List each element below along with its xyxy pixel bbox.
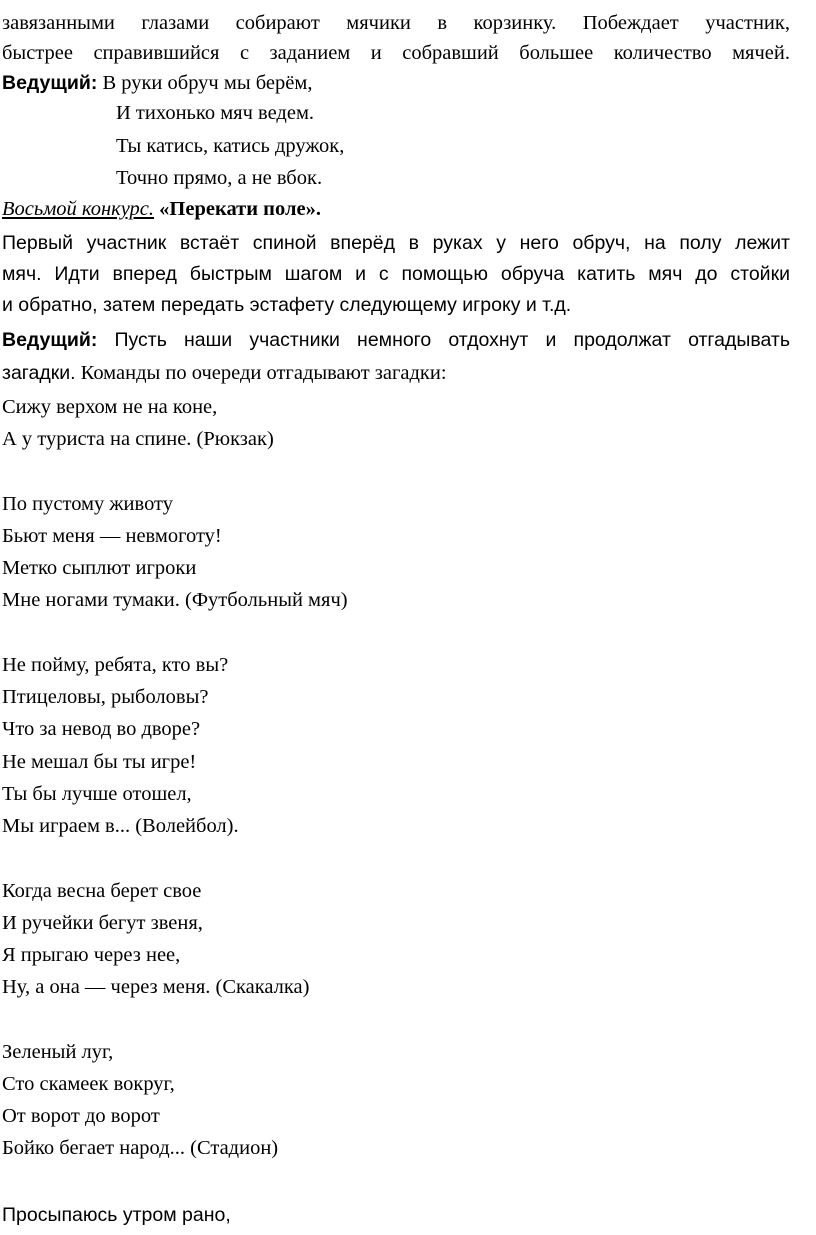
riddle-line: От ворот до ворот [2, 1105, 160, 1127]
riddle-line: Мне ногами тумаки. (Футбольный мяч) [2, 589, 348, 611]
contest-text-line: мяч. Идти вперед быстрым шагом и с помощью обруча катить мяч до стойки [2, 263, 790, 285]
host2-line [2, 325, 790, 355]
contest-label: Восьмой конкурс. [2, 198, 155, 220]
contest-text-line: Первый участник встаёт спиной вперёд в руках у него обруч, на полу лежит [2, 232, 790, 254]
riddle-line: Ну, а она — через меня. (Скакалка) [2, 976, 310, 998]
host2-continuation [2, 358, 447, 388]
riddle-line: Что за невод во дворе? [2, 718, 201, 740]
contest-heading [2, 194, 321, 224]
host2-cont-serif: Команды по очереди отгадывают загадки: [75, 362, 447, 384]
contest-text-line: и обратно, затем передать эстафету следующему игроку и т.д. [2, 294, 572, 316]
riddle-line: Птицеловы, рыболовы? [2, 686, 209, 708]
riddle-line: Бьют меня — невмоготу! [2, 525, 222, 547]
riddle-line: Зеленый луг, [2, 1041, 114, 1063]
host2-label: Ведущий: [2, 329, 98, 351]
riddle-line: Бойко бегает народ... (Стадион) [2, 1137, 279, 1159]
final-line: Просыпаюсь утром рано, [2, 1204, 231, 1226]
riddle-line: Мы играем в... (Волейбол). [2, 815, 239, 837]
riddle-line: Я прыгаю через нее, [2, 944, 181, 966]
intro-line-1: завязанными глазами собирают мячики в корзинку. Побеждает участник, [2, 12, 790, 34]
riddle-line: Когда весна берет свое [2, 880, 202, 902]
host-line [2, 68, 312, 98]
riddle-line: Метко сыплют игроки [2, 557, 197, 579]
riddle-line: А у туриста на спине. (Рюкзак) [2, 428, 274, 450]
host-verse-line: Ты катись, катись дружок, [116, 135, 345, 157]
host-label: Ведущий: [2, 72, 98, 94]
intro-line-2: быстрее справившийся с заданием и собравший большее количество мячей. [2, 42, 790, 64]
riddle-line: Не мешал бы ты игре! [2, 751, 197, 773]
riddle-line: Ты бы лучше отошел, [2, 783, 192, 805]
riddle-line: Сижу верхом не на коне, [2, 396, 218, 418]
contest-title: «Перекати поле». [154, 198, 321, 220]
riddle-line: Сто скамеек вокруг, [2, 1073, 175, 1095]
host2-text: Пусть наши участники немного отдохнут и продолжат отгадывать [97, 329, 790, 351]
riddle-line: По пустому животу [2, 493, 173, 515]
host-verse-first: В руки обруч мы берём, [97, 72, 313, 94]
riddle-line: И ручейки бегут звеня, [2, 912, 203, 934]
riddle-line: Не пойму, ребята, кто вы? [2, 654, 229, 676]
host-verse-line: И тихонько мяч ведем. [116, 102, 315, 124]
host2-cont: загадки. [2, 362, 76, 384]
host-verse-line: Точно прямо, а не вбок. [116, 167, 323, 189]
